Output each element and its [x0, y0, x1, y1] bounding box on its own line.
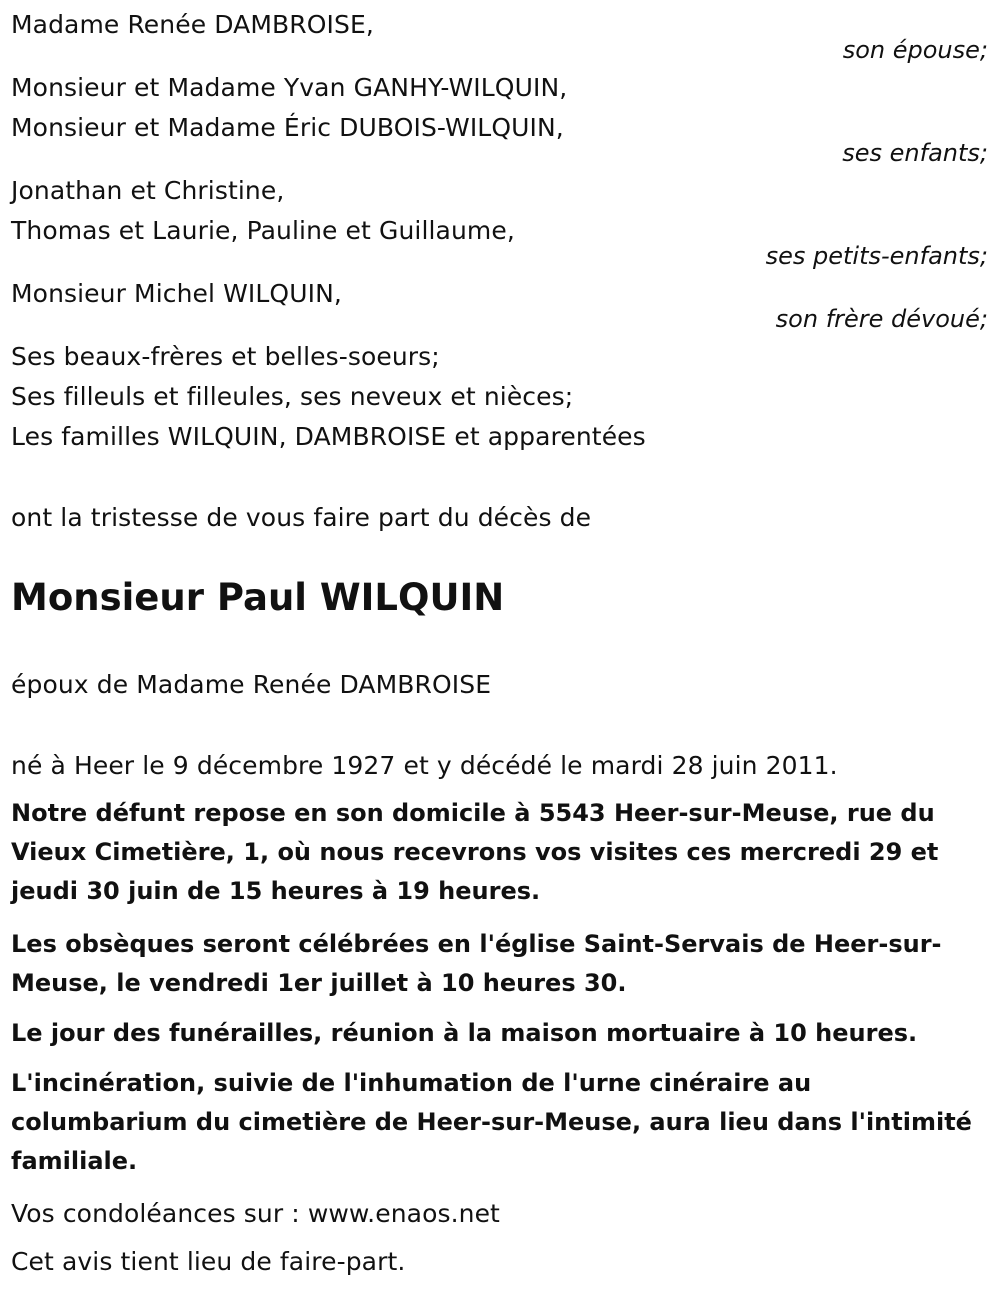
children-role: ses enfants; [842, 139, 988, 167]
grandchildren-line-1: Jonathan et Christine, [11, 176, 285, 205]
deceased-name: Monsieur Paul WILQUIN [11, 576, 505, 619]
relatives-line-1: Ses beaux-frères et belles-soeurs; [11, 342, 440, 371]
brother-role: son frère dévoué; [775, 305, 988, 333]
relatives-line-3: Les familles WILQUIN, DAMBROISE et apparentées [11, 422, 646, 451]
grandchildren-role: ses petits-enfants; [765, 242, 988, 270]
cremation-paragraph: L'incinération, suivie de l'inhumation de l'urne cinéraire au columbarium du cimetière de Heer-sur-Meuse, aura lieu dans l'intimité familiale. [11, 1069, 972, 1175]
child-line-1: Monsieur et Madame Yvan GANHY-WILQUIN, [11, 73, 568, 102]
repose-paragraph: Notre défunt repose en son domicile à 5543 Heer-sur-Meuse, rue du Vieux Cimetière, 1, où nous recevrons vos visites ces mercredi 29 et jeudi 30 juin de 15 heures à 19 heures. [11, 799, 939, 905]
relatives-line-2: Ses filleuls et filleules, ses neveux et nièces; [11, 382, 574, 411]
meeting-paragraph: Le jour des funérailles, réunion à la maison mortuaire à 10 heures. [11, 1019, 918, 1047]
grandchildren-line-2: Thomas et Laurie, Pauline et Guillaume, [11, 216, 515, 245]
brother-name: Monsieur Michel WILQUIN, [11, 279, 342, 308]
condolences-text: Vos condoléances sur : www.enaos.net [11, 1199, 500, 1228]
announcement-text: ont la tristesse de vous faire part du décès de [11, 503, 592, 532]
spouse-of-text: époux de Madame Renée DAMBROISE [11, 670, 492, 699]
birth-death-text: né à Heer le 9 décembre 1927 et y décédé le mardi 28 juin 2011. [11, 751, 838, 780]
spouse-role: son épouse; [842, 36, 988, 64]
funeral-paragraph: Les obsèques seront célébrées en l'église Saint-Servais de Heer-sur-Meuse, le vendredi 1er juillet à 10 heures 30. [11, 930, 942, 997]
child-line-2: Monsieur et Madame Éric DUBOIS-WILQUIN, [11, 113, 564, 142]
spouse-name: Madame Renée DAMBROISE, [11, 10, 374, 39]
notice-text: Cet avis tient lieu de faire-part. [11, 1247, 406, 1276]
